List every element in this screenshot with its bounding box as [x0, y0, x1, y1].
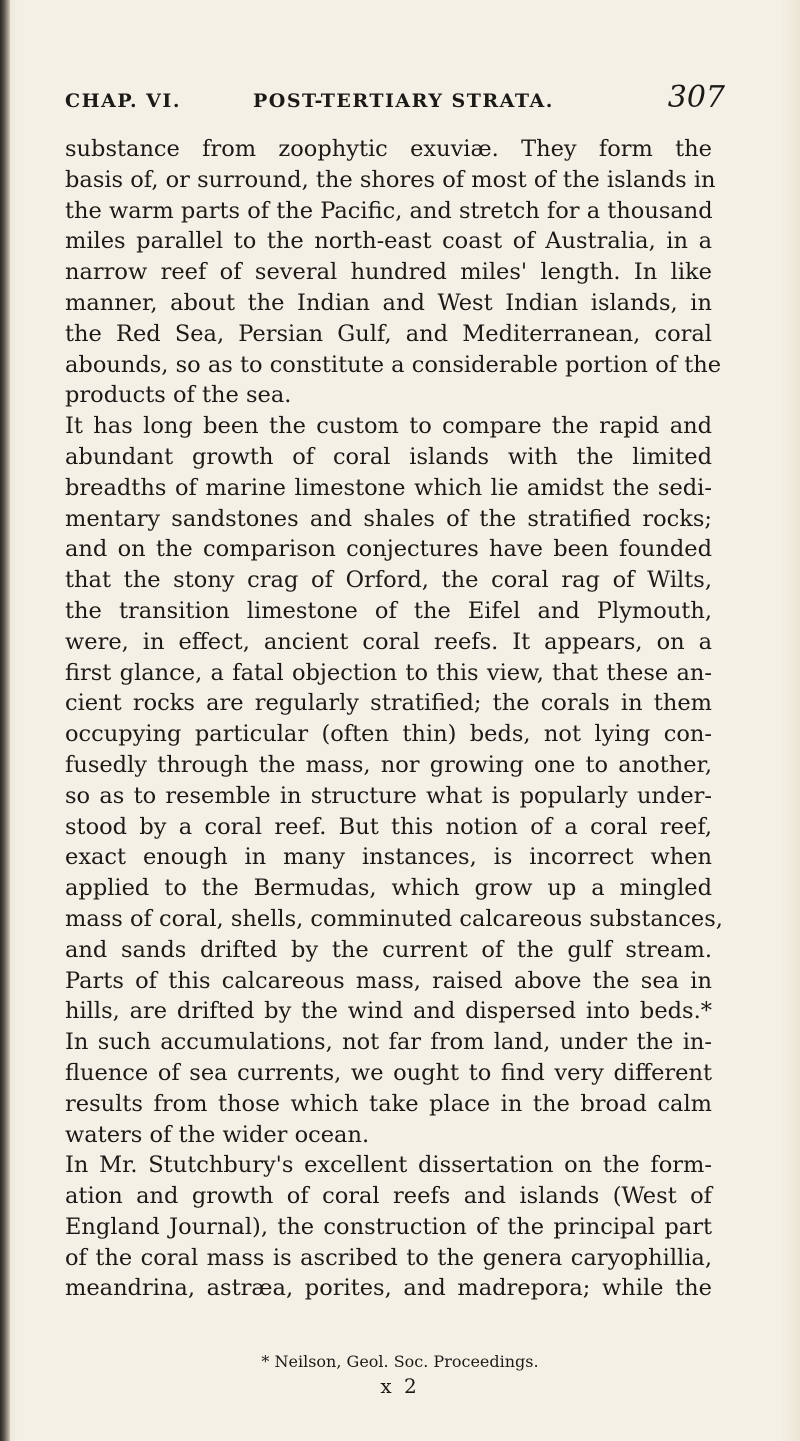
text-line: occupying particular (often thin) beds, not lying con- [65, 721, 712, 748]
text-line: manner, about the Indian and West Indian islands, in [65, 289, 712, 316]
text-line: of the coral mass is ascribed to the genera caryophillia, [65, 1244, 712, 1271]
text-line: fluence of sea currents, we ought to find very different [65, 1059, 712, 1086]
text-line: products of the sea. [65, 382, 292, 409]
text-line: breadths of marine limestone which lie amidst the sedi- [65, 474, 712, 501]
page-gutter-shadow [0, 0, 10, 1441]
text-line: hills, are drifted by the wind and dispersed into beds.* [65, 998, 712, 1025]
text-line: mentary sandstones and shales of the stratified rocks; [65, 505, 712, 532]
text-line: applied to the Bermudas, which grow up a mingled [65, 875, 712, 902]
text-line: the transition limestone of the Eifel and Plymouth, [65, 597, 712, 624]
text-line: the warm parts of the Pacific, and stretch for a thousand [65, 197, 713, 224]
text-line: exact enough in many instances, is incorrect when [65, 844, 712, 871]
signature-mark: x 2 [380, 1374, 420, 1398]
text-line: cient rocks are regularly stratified; the corals in them [65, 690, 712, 717]
text-line: In such accumulations, not far from land, under the in- [65, 1029, 712, 1056]
text-line: It has long been the custom to compare the rapid and [65, 413, 712, 440]
text-line: that the stony crag of Orford, the coral rag of Wilts, [65, 567, 712, 594]
text-line: fusedly through the mass, nor growing one to another, [65, 751, 712, 778]
text-line: narrow reef of several hundred miles' length. In like [65, 259, 712, 286]
text-line: were, in effect, ancient coral reefs. It appears, on a [65, 628, 712, 655]
text-line: first glance, a fatal objection to this view, that these an- [65, 659, 712, 686]
chapter-label: CHAP. VI. [65, 90, 181, 112]
text-line: waters of the wider ocean. [65, 1121, 370, 1148]
text-line: ation and growth of coral reefs and islands (West of [65, 1183, 712, 1210]
text-line: substance from zoophytic exuviæ. They form the [65, 136, 712, 162]
footnote: * Neilson, Geol. Soc. Proceedings. [261, 1352, 539, 1371]
text-line: abounds, so as to constitute a considerable portion of the [65, 351, 722, 378]
text-line: abundant growth of coral islands with the limited [65, 443, 712, 470]
text-line: basis of, or surround, the shores of most of the islands in [65, 166, 716, 193]
text-line: so as to resemble in structure what is popularly under- [65, 782, 712, 809]
body-text [65, 134, 723, 1304]
text-line: Parts of this calcareous mass, raised above the sea in [65, 967, 712, 994]
text-line: and on the comparison conjectures have been founded [65, 536, 712, 563]
text-line: meandrina, astræa, porites, and madrepora; while the [65, 1275, 712, 1302]
text-line: England Journal), the construction of the principal part [65, 1213, 712, 1240]
text-line: stood by a coral reef. But this notion of a coral reef, [65, 813, 712, 840]
text-line: miles parallel to the north-east coast of Australia, in a [65, 228, 712, 255]
text-line: results from those which take place in the broad calm [65, 1090, 712, 1117]
page-number: 307 [667, 80, 725, 115]
running-title: POST-TERTIARY STRATA. [253, 90, 554, 112]
text-line: and sands drifted by the current of the gulf stream. [65, 936, 712, 963]
running-head [65, 80, 725, 126]
text-line: mass of coral, shells, comminuted calcareous substances, [65, 905, 723, 932]
text-line: the Red Sea, Persian Gulf, and Mediterranean, coral [65, 320, 712, 347]
text-line: In Mr. Stutchbury's excellent dissertation on the form- [65, 1152, 712, 1179]
